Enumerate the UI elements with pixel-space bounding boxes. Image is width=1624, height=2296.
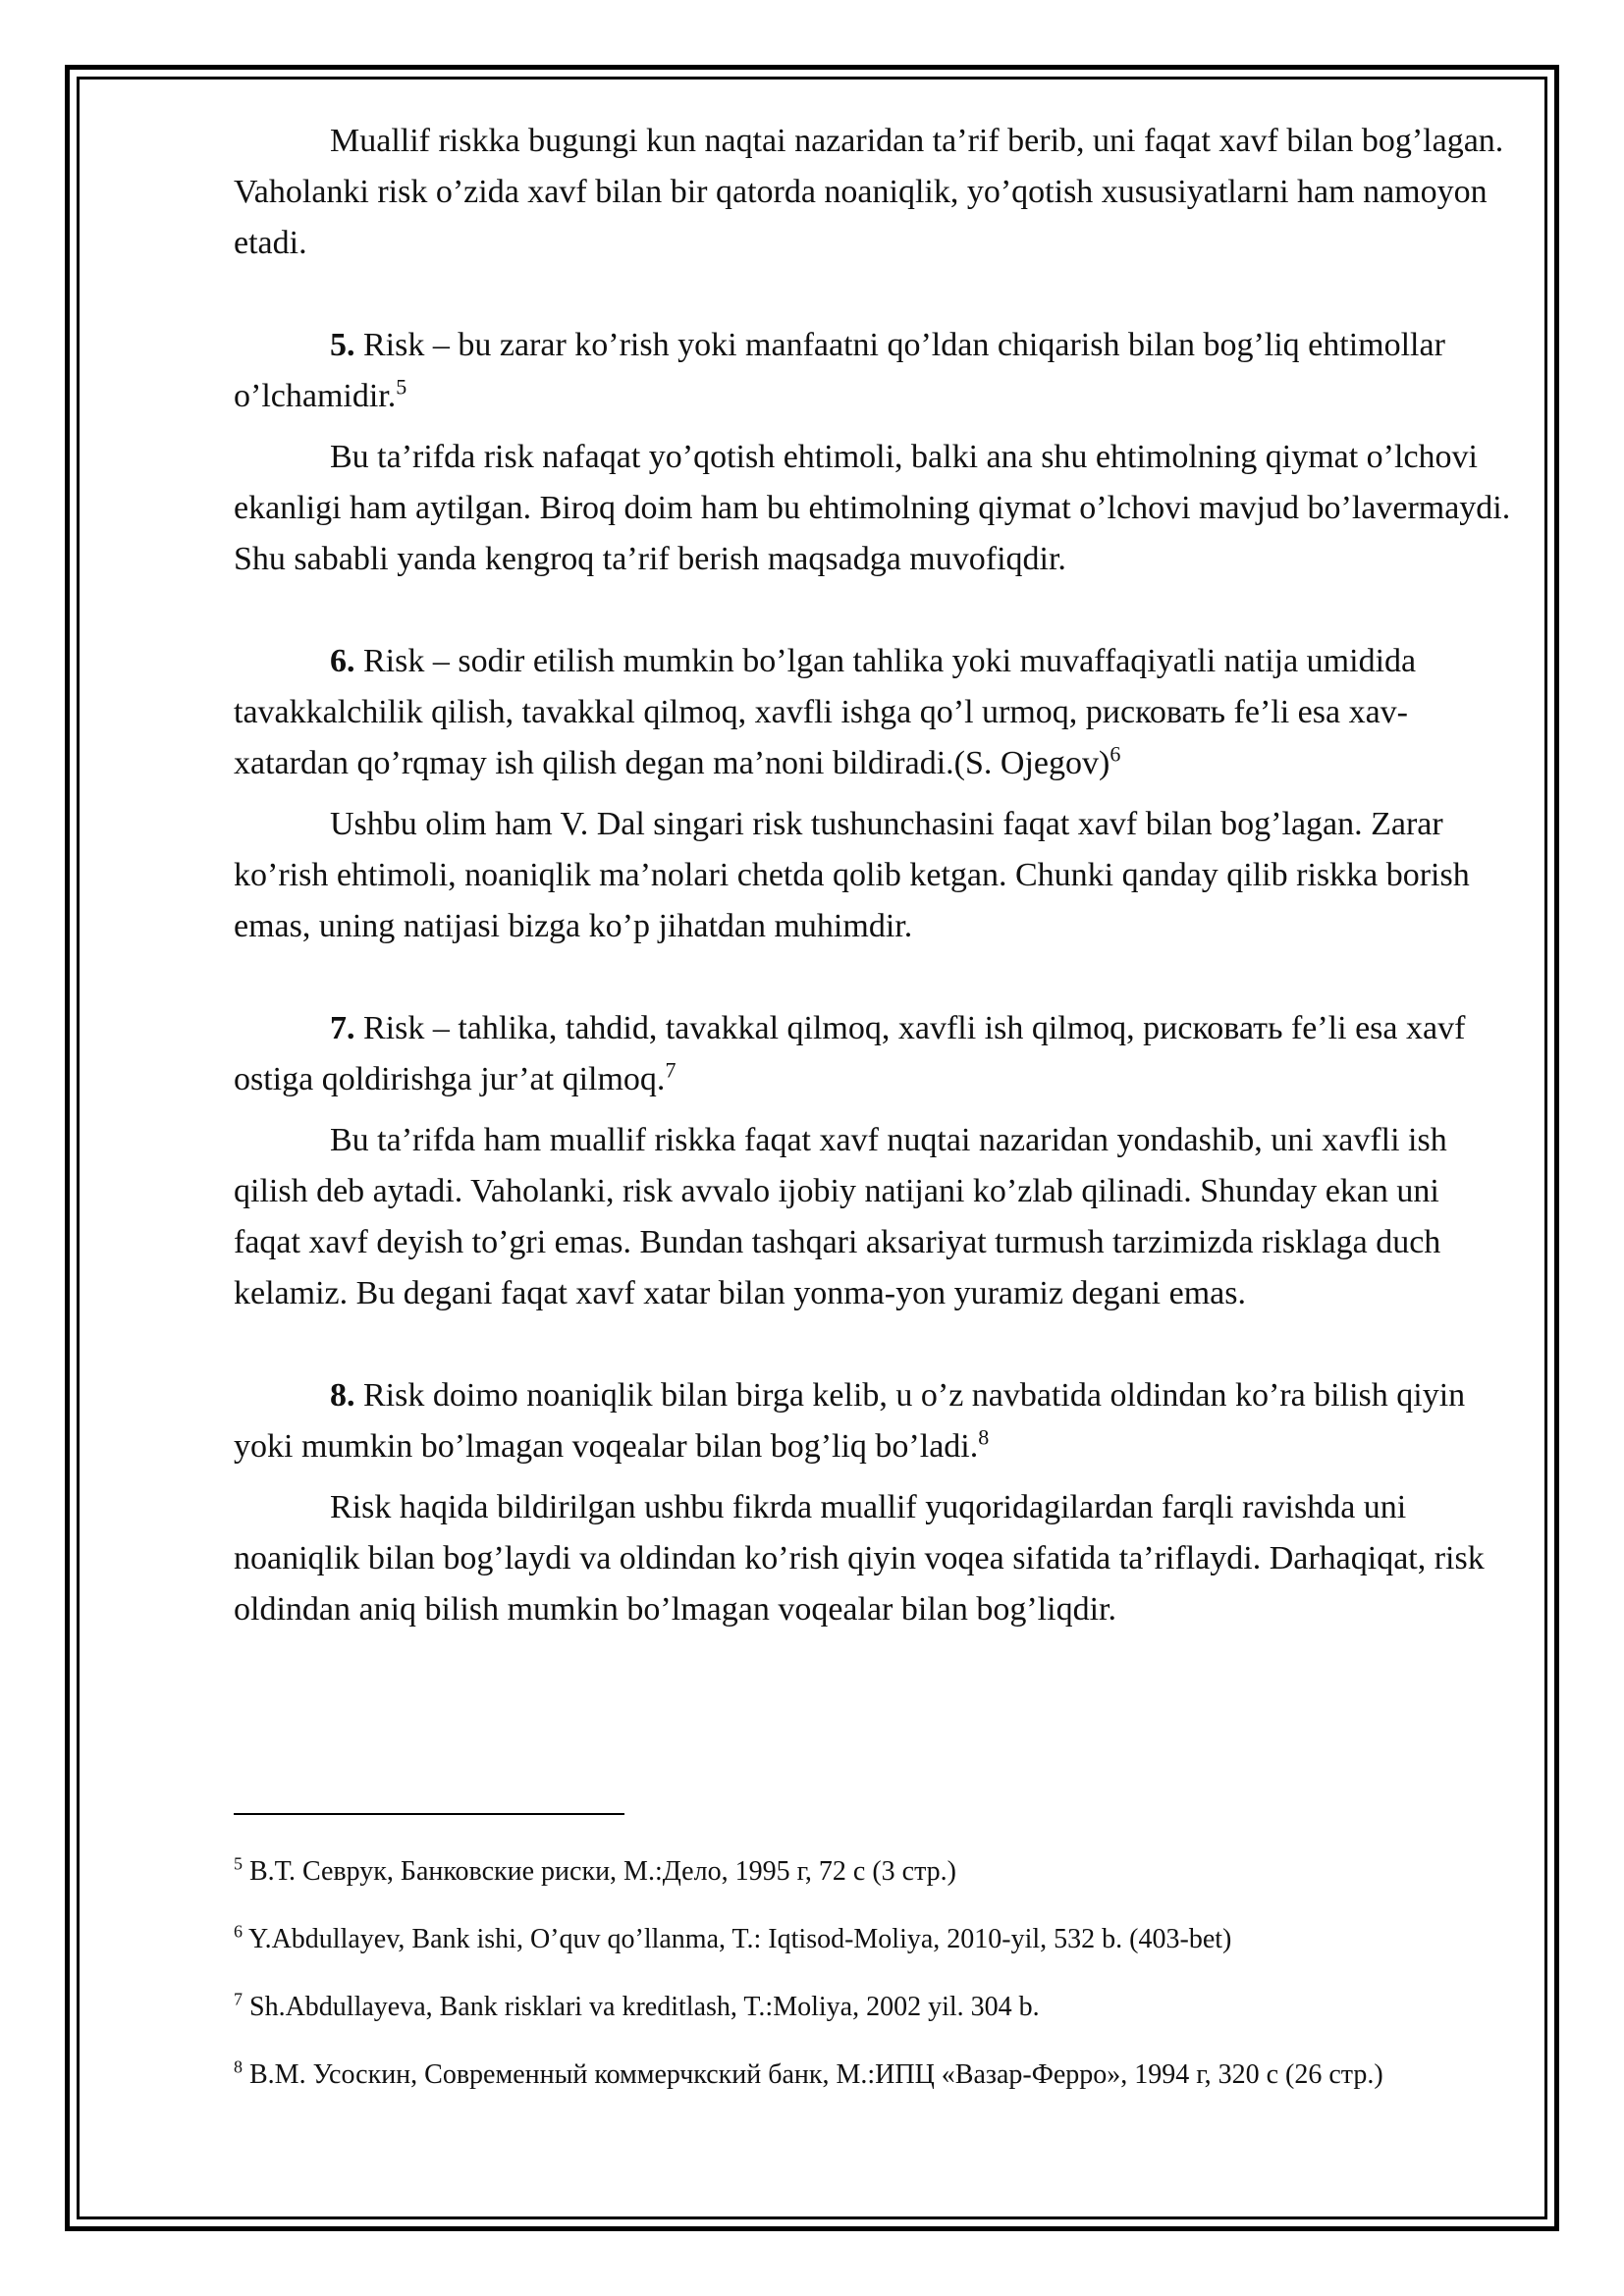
definition-6 [234, 636, 1512, 789]
footnotes [234, 1855, 1512, 2126]
definition-7 [234, 1003, 1512, 1105]
paragraph-commentary-4: Muallif riskka bugungi kun naqtai nazaridan ta’rif berib, uni faqat xavf bilan bog’lagan. Vaholanki risk o’zida xavf bilan bir qatorda noaniqlik, yo’qotish xususiyatlarni ham namoyon etadi. [234, 123, 1504, 261]
definition-8 [234, 1370, 1512, 1472]
definition-text: Risk – bu zarar ko’rish yoki manfaatni qo’ldan chiqarish bilan bog’liq ehtimollar o’lchamidir. [234, 327, 1445, 414]
definition-number: 6. [330, 643, 355, 679]
definition-number: 5. [330, 327, 355, 363]
definition-text: Risk – tahlika, tahdid, tavakkal qilmoq, xavfli ish qilmoq, рисковать fe’li esa xavf ostiga qoldirishga jur’at qilmoq. [234, 1010, 1466, 1097]
definition-5 [234, 320, 1512, 422]
footnote-ref-6[interactable]: 6 [1110, 741, 1121, 767]
footnote-mark: 8 [234, 2056, 243, 2077]
footnote-text: В.М. Усоскин, Современный коммерчкский банк, М.:ИПЦ «Вазар-Ферро», 1994 г, 320 с (26 стр.) [243, 2059, 1383, 2090]
footnote-8 [234, 2058, 1512, 2092]
paragraph-commentary-7: Bu ta’rifda ham muallif riskka faqat xavf nuqtai nazaridan yondashib, uni xavfli ish qilish deb aytadi. Vaholanki, risk avvalo ijobiy natijani ko’zlab qilinadi. Shunday ekan uni faqat xavf deyish to’gri emas. Bundan tashqari aksariyat turmush tarzimizda risklaga duch kelamiz. Bu degani faqat xavf xatar bilan yonma-yon yuramiz degani emas. [234, 1122, 1447, 1311]
paragraph-commentary-5: Bu ta’rifda risk nafaqat yo’qotish ehtimoli, balki ana shu ehtimolning qiymat o’lchovi ekanligi ham aytilgan. Biroq doim ham bu ehtimolning qiymat o’lchovi mavjud bo’lavermaydi. Shu sababli yanda kengroq ta’rif berish maqsadga muvofiqdir. [234, 439, 1511, 577]
footnote-ref-7[interactable]: 7 [665, 1057, 677, 1083]
footnote-text: Sh.Abdullayeva, Bank risklari va kreditlash, T.:Moliya, 2002 yil. 304 b. [243, 1992, 1040, 2022]
footnote-mark: 6 [234, 1921, 243, 1942]
footnote-ref-8[interactable]: 8 [978, 1424, 990, 1450]
definition-number: 8. [330, 1377, 355, 1414]
paragraph-commentary-6: Ushbu olim ham V. Dal singari risk tushunchasini faqat xavf bilan bog’lagan. Zarar ko’rish ehtimoli, noaniqlik ma’nolari chetda qolib ketgan. Chunki qanday qilib riskka borish emas, uning natijasi bizga ko’p jihatdan muhimdir. [234, 806, 1470, 944]
footnote-mark: 7 [234, 1989, 243, 2009]
footnote-5 [234, 1855, 1512, 1889]
footnote-mark: 5 [234, 1853, 243, 1874]
document-body [234, 116, 1512, 1635]
footnote-7 [234, 1991, 1512, 2024]
footnote-ref-5[interactable]: 5 [396, 374, 407, 400]
definition-text: Risk doimo noaniqlik bilan birga kelib, u o’z navbatida oldindan ko’ra bilish qiyin yoki mumkin bo’lmagan voqealar bilan bog’liq bo’ladi. [234, 1377, 1466, 1465]
footnote-text: Y.Abdullayev, Bank ishi, O’quv qo’llanma, T.: Iqtisod-Moliya, 2010-yil, 532 b. (403-bet) [243, 1924, 1232, 1954]
footnote-separator [234, 1813, 624, 1815]
paragraph-commentary-8: Risk haqida bildirilgan ushbu fikrda muallif yuqoridagilardan farqli ravishda uni noaniqlik bilan bog’laydi va oldindan ko’rish qiyin voqea sifatida ta’riflaydi. Darhaqiqat, risk oldindan aniq bilish mumkin bo’lmagan voqealar bilan bog’liqdir. [234, 1489, 1485, 1628]
definition-text: Risk – sodir etilish mumkin bo’lgan tahlika yoki muvaffaqiyatli natija umidida tavakkalchilik qilish, tavakkal qilmoq, xavfli ishga qo’l urmoq, рисковать fe’li esa xav-xatardan qo’rqmay ish qilish degan ma’noni bildiradi.(S. Ojegov) [234, 643, 1417, 781]
definition-number: 7. [330, 1010, 355, 1046]
footnote-6 [234, 1923, 1512, 1956]
footnote-text: В.Т. Севрук, Банковские риски, М.:Дело, 1995 г, 72 с (3 стр.) [243, 1856, 956, 1887]
